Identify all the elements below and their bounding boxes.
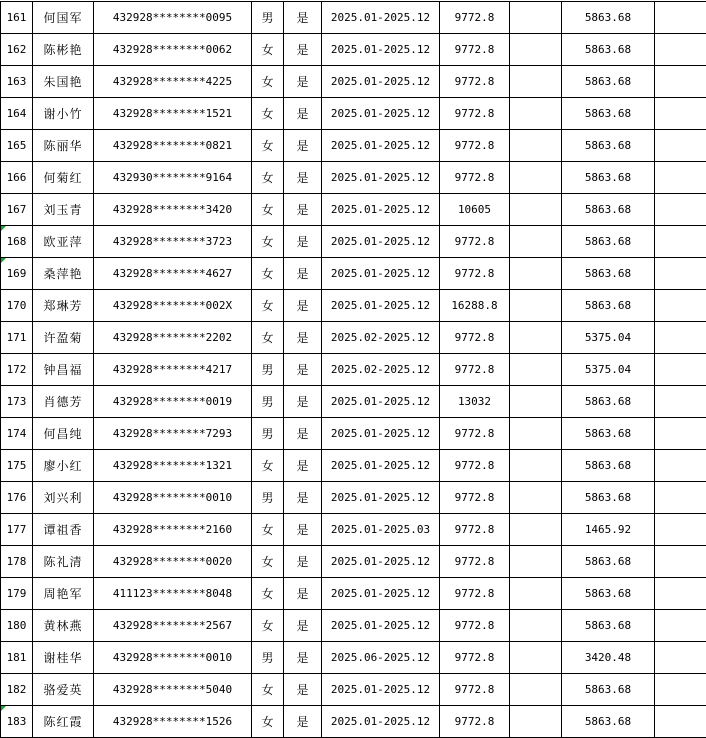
cell-period[interactable]: 2025.01-2025.03 — [322, 514, 440, 546]
cell-gender[interactable]: 女 — [252, 450, 284, 482]
cell-period[interactable]: 2025.01-2025.12 — [322, 418, 440, 450]
cell-gender[interactable]: 女 — [252, 66, 284, 98]
cell-gender[interactable]: 女 — [252, 194, 284, 226]
cell-amount-paid[interactable]: 5863.68 — [562, 194, 655, 226]
cell-row-number[interactable]: 183 — [1, 706, 33, 738]
cell-blank[interactable] — [510, 2, 562, 34]
cell-amount-total[interactable]: 10605 — [440, 194, 510, 226]
cell-row-number[interactable]: 177 — [1, 514, 33, 546]
cell-gender[interactable]: 男 — [252, 386, 284, 418]
cell-period[interactable]: 2025.01-2025.12 — [322, 98, 440, 130]
cell-period[interactable]: 2025.01-2025.12 — [322, 162, 440, 194]
cell-row-number[interactable]: 165 — [1, 130, 33, 162]
cell-blank[interactable] — [510, 98, 562, 130]
cell-amount-paid[interactable]: 5863.68 — [562, 450, 655, 482]
cell-blank[interactable] — [510, 642, 562, 674]
cell-gender[interactable]: 男 — [252, 418, 284, 450]
cell-id-number[interactable]: 432928********4217 — [94, 354, 252, 386]
cell-amount-total[interactable]: 9772.8 — [440, 98, 510, 130]
cell-person-name[interactable]: 桑萍艳 — [33, 258, 94, 290]
cell-amount-paid[interactable]: 5863.68 — [562, 66, 655, 98]
cell-person-name[interactable]: 陈礼清 — [33, 546, 94, 578]
cell-insured-flag[interactable]: 是 — [284, 354, 322, 386]
cell-period[interactable]: 2025.01-2025.12 — [322, 674, 440, 706]
cell-insured-flag[interactable]: 是 — [284, 2, 322, 34]
cell-gender[interactable]: 女 — [252, 578, 284, 610]
cell-amount-paid[interactable]: 5863.68 — [562, 386, 655, 418]
cell-blank[interactable] — [655, 194, 706, 226]
table-row — [1, 162, 706, 194]
table-row — [1, 66, 706, 98]
cell-blank[interactable] — [510, 578, 562, 610]
cell-row-number[interactable]: 173 — [1, 386, 33, 418]
cell-blank[interactable] — [510, 290, 562, 322]
cell-blank[interactable] — [655, 514, 706, 546]
cell-blank[interactable] — [655, 322, 706, 354]
cell-gender[interactable]: 男 — [252, 2, 284, 34]
cell-row-number[interactable]: 170 — [1, 290, 33, 322]
table-row — [1, 642, 706, 674]
cell-person-name[interactable]: 郑琳芳 — [33, 290, 94, 322]
cell-row-number[interactable]: 166 — [1, 162, 33, 194]
table-row — [1, 98, 706, 130]
cell-blank[interactable] — [510, 514, 562, 546]
cell-amount-paid[interactable]: 5375.04 — [562, 354, 655, 386]
cell-blank[interactable] — [510, 482, 562, 514]
cell-person-name[interactable]: 钟昌福 — [33, 354, 94, 386]
cell-insured-flag[interactable]: 是 — [284, 162, 322, 194]
cell-amount-total[interactable]: 9772.8 — [440, 418, 510, 450]
cell-blank[interactable] — [510, 258, 562, 290]
table-row — [1, 514, 706, 546]
table-row — [1, 546, 706, 578]
cell-amount-paid[interactable]: 5375.04 — [562, 322, 655, 354]
cell-amount-total[interactable]: 9772.8 — [440, 226, 510, 258]
cell-row-number[interactable]: 171 — [1, 322, 33, 354]
cell-person-name[interactable]: 廖小红 — [33, 450, 94, 482]
cell-period[interactable]: 2025.06-2025.12 — [322, 642, 440, 674]
cell-id-number[interactable]: 432928********1321 — [94, 450, 252, 482]
cell-person-name[interactable]: 谭祖香 — [33, 514, 94, 546]
cell-insured-flag[interactable]: 是 — [284, 610, 322, 642]
cell-row-number[interactable]: 162 — [1, 34, 33, 66]
cell-amount-paid[interactable]: 5863.68 — [562, 98, 655, 130]
cell-blank[interactable] — [655, 546, 706, 578]
table-row — [1, 674, 706, 706]
cell-gender[interactable]: 女 — [252, 706, 284, 738]
cell-person-name[interactable]: 许盈菊 — [33, 322, 94, 354]
cell-blank[interactable] — [655, 482, 706, 514]
cell-amount-paid[interactable]: 5863.68 — [562, 546, 655, 578]
cell-id-number[interactable]: 432928********0010 — [94, 642, 252, 674]
cell-amount-total[interactable]: 9772.8 — [440, 322, 510, 354]
cell-blank[interactable] — [655, 258, 706, 290]
cell-row-number[interactable]: 179 — [1, 578, 33, 610]
table-row — [1, 258, 706, 290]
cell-amount-total[interactable]: 9772.8 — [440, 162, 510, 194]
cell-id-number[interactable]: 432928********0062 — [94, 34, 252, 66]
cell-insured-flag[interactable]: 是 — [284, 194, 322, 226]
cell-blank[interactable] — [510, 418, 562, 450]
cell-blank[interactable] — [510, 706, 562, 738]
table-body — [1, 2, 706, 738]
table-row — [1, 610, 706, 642]
cell-insured-flag[interactable]: 是 — [284, 322, 322, 354]
cell-person-name[interactable]: 陈丽华 — [33, 130, 94, 162]
cell-blank[interactable] — [655, 354, 706, 386]
cell-amount-total[interactable]: 9772.8 — [440, 34, 510, 66]
cell-row-number[interactable]: 163 — [1, 66, 33, 98]
cell-id-number[interactable]: 411123********8048 — [94, 578, 252, 610]
cell-blank[interactable] — [655, 98, 706, 130]
cell-id-number[interactable]: 432928********002X — [94, 290, 252, 322]
cell-period[interactable]: 2025.01-2025.12 — [322, 450, 440, 482]
cell-gender[interactable]: 女 — [252, 258, 284, 290]
cell-id-number[interactable]: 432928********0095 — [94, 2, 252, 34]
cell-blank[interactable] — [655, 162, 706, 194]
cell-blank[interactable] — [510, 354, 562, 386]
cell-amount-total[interactable]: 9772.8 — [440, 546, 510, 578]
cell-insured-flag[interactable]: 是 — [284, 34, 322, 66]
cell-insured-flag[interactable]: 是 — [284, 546, 322, 578]
cell-blank[interactable] — [510, 450, 562, 482]
table-row — [1, 482, 706, 514]
error-flag-icon — [1, 706, 6, 711]
cell-blank[interactable] — [655, 642, 706, 674]
cell-amount-paid[interactable]: 5863.68 — [562, 34, 655, 66]
cell-person-name[interactable]: 谢小竹 — [33, 98, 94, 130]
cell-row-number[interactable]: 169 — [1, 258, 33, 290]
cell-id-number[interactable]: 432928********2160 — [94, 514, 252, 546]
cell-period[interactable]: 2025.01-2025.12 — [322, 386, 440, 418]
cell-gender[interactable]: 女 — [252, 130, 284, 162]
cell-id-number[interactable]: 432928********2202 — [94, 322, 252, 354]
table-row — [1, 130, 706, 162]
cell-row-number[interactable]: 182 — [1, 674, 33, 706]
cell-amount-total[interactable]: 9772.8 — [440, 610, 510, 642]
cell-blank[interactable] — [510, 386, 562, 418]
cell-gender[interactable]: 女 — [252, 34, 284, 66]
cell-id-number[interactable]: 432928********0019 — [94, 386, 252, 418]
table-row — [1, 226, 706, 258]
error-flag-icon — [1, 258, 6, 263]
cell-id-number[interactable]: 432928********3420 — [94, 194, 252, 226]
cell-insured-flag[interactable]: 是 — [284, 642, 322, 674]
cell-row-number[interactable]: 172 — [1, 354, 33, 386]
cell-gender[interactable]: 男 — [252, 354, 284, 386]
cell-amount-paid[interactable]: 5863.68 — [562, 226, 655, 258]
table-row — [1, 354, 706, 386]
cell-blank[interactable] — [655, 578, 706, 610]
cell-period[interactable]: 2025.01-2025.12 — [322, 610, 440, 642]
cell-insured-flag[interactable]: 是 — [284, 418, 322, 450]
cell-period[interactable]: 2025.01-2025.12 — [322, 226, 440, 258]
cell-amount-paid[interactable]: 5863.68 — [562, 482, 655, 514]
cell-row-number[interactable]: 161 — [1, 2, 33, 34]
cell-gender[interactable]: 女 — [252, 546, 284, 578]
table-row — [1, 2, 706, 34]
cell-insured-flag[interactable]: 是 — [284, 482, 322, 514]
cell-insured-flag[interactable]: 是 — [284, 386, 322, 418]
cell-amount-paid[interactable]: 1465.92 — [562, 514, 655, 546]
cell-amount-paid[interactable]: 5863.68 — [562, 578, 655, 610]
cell-id-number[interactable]: 432928********0020 — [94, 546, 252, 578]
cell-period[interactable]: 2025.01-2025.12 — [322, 194, 440, 226]
cell-amount-paid[interactable]: 5863.68 — [562, 418, 655, 450]
cell-row-number[interactable]: 168 — [1, 226, 33, 258]
cell-person-name[interactable]: 欧亚萍 — [33, 226, 94, 258]
cell-id-number[interactable]: 432928********1526 — [94, 706, 252, 738]
cell-blank[interactable] — [655, 34, 706, 66]
cell-blank[interactable] — [510, 66, 562, 98]
cell-insured-flag[interactable]: 是 — [284, 98, 322, 130]
cell-row-number[interactable]: 180 — [1, 610, 33, 642]
cell-period[interactable]: 2025.01-2025.12 — [322, 546, 440, 578]
cell-period[interactable]: 2025.02-2025.12 — [322, 322, 440, 354]
cell-amount-total[interactable]: 13032 — [440, 386, 510, 418]
cell-amount-paid[interactable]: 5863.68 — [562, 258, 655, 290]
cell-blank[interactable] — [510, 130, 562, 162]
cell-insured-flag[interactable]: 是 — [284, 290, 322, 322]
table-row — [1, 322, 706, 354]
cell-blank[interactable] — [655, 610, 706, 642]
cell-period[interactable]: 2025.01-2025.12 — [322, 66, 440, 98]
cell-id-number[interactable]: 432928********3723 — [94, 226, 252, 258]
cell-period[interactable]: 2025.01-2025.12 — [322, 578, 440, 610]
cell-blank[interactable] — [655, 130, 706, 162]
cell-period[interactable]: 2025.01-2025.12 — [322, 290, 440, 322]
cell-blank[interactable] — [510, 610, 562, 642]
cell-person-name[interactable]: 何昌纯 — [33, 418, 94, 450]
cell-amount-total[interactable]: 9772.8 — [440, 482, 510, 514]
cell-blank[interactable] — [510, 674, 562, 706]
cell-gender[interactable]: 女 — [252, 610, 284, 642]
table-row — [1, 290, 706, 322]
cell-blank[interactable] — [655, 66, 706, 98]
cell-amount-total[interactable]: 9772.8 — [440, 674, 510, 706]
cell-blank[interactable] — [655, 2, 706, 34]
cell-amount-total[interactable]: 9772.8 — [440, 578, 510, 610]
cell-period[interactable]: 2025.01-2025.12 — [322, 34, 440, 66]
cell-amount-total[interactable]: 9772.8 — [440, 354, 510, 386]
cell-person-name[interactable]: 刘玉青 — [33, 194, 94, 226]
cell-person-name[interactable]: 谢桂华 — [33, 642, 94, 674]
cell-blank[interactable] — [655, 386, 706, 418]
cell-amount-total[interactable]: 16288.8 — [440, 290, 510, 322]
cell-person-name[interactable]: 肖德芳 — [33, 386, 94, 418]
cell-person-name[interactable]: 何菊红 — [33, 162, 94, 194]
cell-amount-total[interactable]: 9772.8 — [440, 130, 510, 162]
cell-person-name[interactable]: 刘兴利 — [33, 482, 94, 514]
cell-blank[interactable] — [510, 34, 562, 66]
cell-amount-paid[interactable]: 5863.68 — [562, 162, 655, 194]
table-row — [1, 386, 706, 418]
cell-person-name[interactable]: 陈红霞 — [33, 706, 94, 738]
cell-blank[interactable] — [655, 226, 706, 258]
cell-amount-paid[interactable]: 5863.68 — [562, 674, 655, 706]
cell-person-name[interactable]: 朱国艳 — [33, 66, 94, 98]
cell-blank[interactable] — [510, 546, 562, 578]
cell-amount-paid[interactable]: 5863.68 — [562, 706, 655, 738]
cell-id-number[interactable]: 432928********5040 — [94, 674, 252, 706]
cell-blank[interactable] — [510, 322, 562, 354]
error-flag-icon — [1, 226, 6, 231]
cell-gender[interactable]: 女 — [252, 290, 284, 322]
cell-id-number[interactable]: 432928********0821 — [94, 130, 252, 162]
cell-insured-flag[interactable]: 是 — [284, 578, 322, 610]
cell-blank[interactable] — [655, 674, 706, 706]
cell-period[interactable]: 2025.01-2025.12 — [322, 482, 440, 514]
cell-amount-total[interactable]: 9772.8 — [440, 514, 510, 546]
cell-blank[interactable] — [655, 290, 706, 322]
cell-insured-flag[interactable]: 是 — [284, 706, 322, 738]
cell-amount-total[interactable]: 9772.8 — [440, 642, 510, 674]
cell-blank[interactable] — [510, 162, 562, 194]
cell-person-name[interactable]: 何国军 — [33, 2, 94, 34]
cell-row-number[interactable]: 174 — [1, 418, 33, 450]
cell-period[interactable]: 2025.01-2025.12 — [322, 706, 440, 738]
cell-row-number[interactable]: 164 — [1, 98, 33, 130]
cell-person-name[interactable]: 骆爱英 — [33, 674, 94, 706]
cell-id-number[interactable]: 432928********1521 — [94, 98, 252, 130]
cell-gender[interactable]: 女 — [252, 514, 284, 546]
cell-row-number[interactable]: 175 — [1, 450, 33, 482]
cell-period[interactable]: 2025.01-2025.12 — [322, 130, 440, 162]
cell-amount-paid[interactable]: 5863.68 — [562, 290, 655, 322]
cell-row-number[interactable]: 167 — [1, 194, 33, 226]
table-row — [1, 450, 706, 482]
table-row — [1, 418, 706, 450]
cell-blank[interactable] — [655, 450, 706, 482]
cell-amount-total[interactable]: 9772.8 — [440, 258, 510, 290]
cell-gender[interactable]: 男 — [252, 482, 284, 514]
table-row — [1, 34, 706, 66]
cell-period[interactable]: 2025.01-2025.12 — [322, 258, 440, 290]
cell-blank[interactable] — [655, 706, 706, 738]
cell-gender[interactable]: 女 — [252, 674, 284, 706]
spreadsheet-table — [0, 1, 706, 738]
cell-insured-flag[interactable]: 是 — [284, 66, 322, 98]
cell-insured-flag[interactable]: 是 — [284, 514, 322, 546]
cell-period[interactable]: 2025.01-2025.12 — [322, 2, 440, 34]
cell-gender[interactable]: 女 — [252, 162, 284, 194]
cell-id-number[interactable]: 432928********2567 — [94, 610, 252, 642]
cell-insured-flag[interactable]: 是 — [284, 674, 322, 706]
cell-insured-flag[interactable]: 是 — [284, 226, 322, 258]
cell-row-number[interactable]: 181 — [1, 642, 33, 674]
cell-id-number[interactable]: 432928********7293 — [94, 418, 252, 450]
cell-gender[interactable]: 女 — [252, 98, 284, 130]
cell-person-name[interactable]: 周艳军 — [33, 578, 94, 610]
cell-amount-paid[interactable]: 5863.68 — [562, 610, 655, 642]
cell-insured-flag[interactable]: 是 — [284, 450, 322, 482]
cell-person-name[interactable]: 陈彬艳 — [33, 34, 94, 66]
cell-row-number[interactable]: 178 — [1, 546, 33, 578]
cell-amount-paid[interactable]: 3420.48 — [562, 642, 655, 674]
cell-row-number[interactable]: 176 — [1, 482, 33, 514]
cell-amount-total[interactable]: 9772.8 — [440, 66, 510, 98]
cell-blank[interactable] — [655, 418, 706, 450]
cell-period[interactable]: 2025.02-2025.12 — [322, 354, 440, 386]
cell-gender[interactable]: 女 — [252, 226, 284, 258]
cell-id-number[interactable]: 432928********4225 — [94, 66, 252, 98]
cell-blank[interactable] — [510, 194, 562, 226]
cell-person-name[interactable]: 黄林燕 — [33, 610, 94, 642]
cell-blank[interactable] — [510, 226, 562, 258]
cell-id-number[interactable]: 432928********4627 — [94, 258, 252, 290]
cell-id-number[interactable]: 432928********0010 — [94, 482, 252, 514]
cell-insured-flag[interactable]: 是 — [284, 130, 322, 162]
table-row — [1, 578, 706, 610]
cell-amount-paid[interactable]: 5863.68 — [562, 130, 655, 162]
cell-amount-total[interactable]: 9772.8 — [440, 706, 510, 738]
table-row — [1, 194, 706, 226]
cell-id-number[interactable]: 432930********9164 — [94, 162, 252, 194]
cell-insured-flag[interactable]: 是 — [284, 258, 322, 290]
table-row — [1, 706, 706, 738]
cell-gender[interactable]: 女 — [252, 322, 284, 354]
cell-amount-total[interactable]: 9772.8 — [440, 450, 510, 482]
cell-amount-paid[interactable]: 5863.68 — [562, 2, 655, 34]
cell-gender[interactable]: 男 — [252, 642, 284, 674]
cell-amount-total[interactable]: 9772.8 — [440, 2, 510, 34]
